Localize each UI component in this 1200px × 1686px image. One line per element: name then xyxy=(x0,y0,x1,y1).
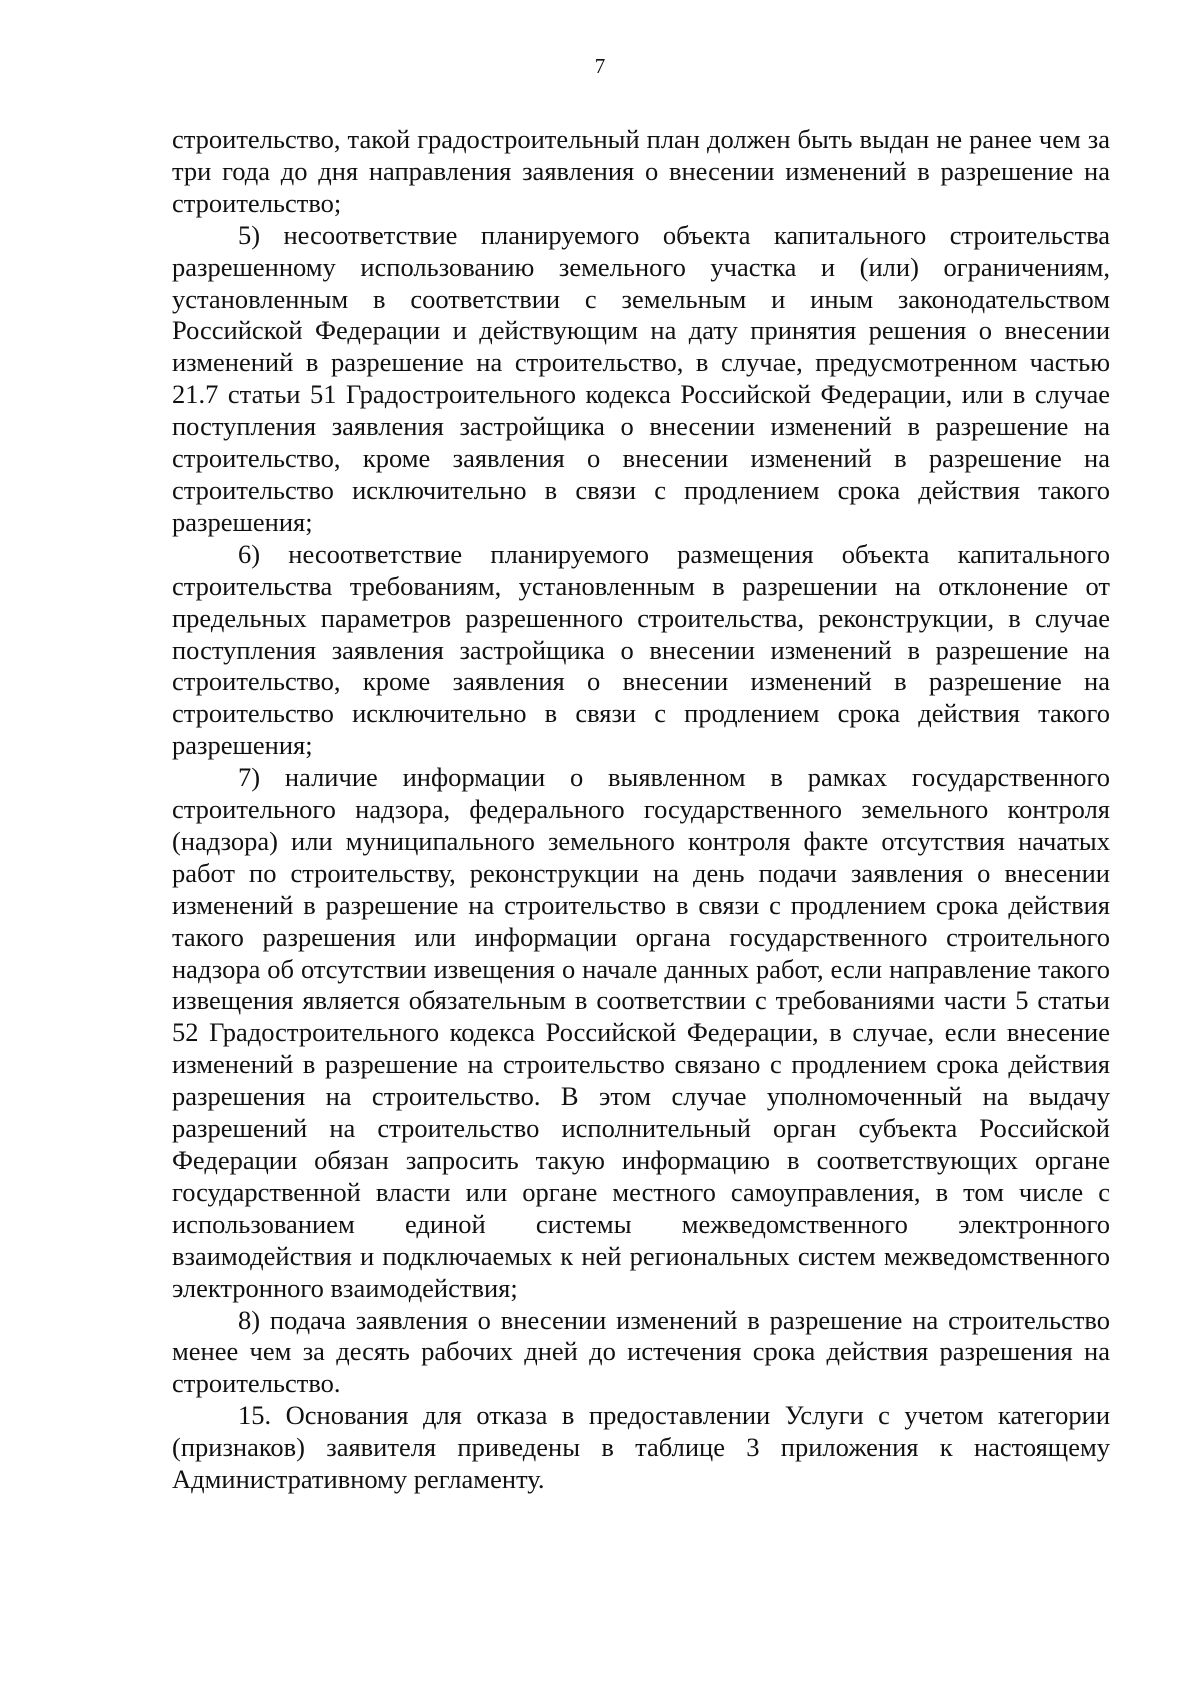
paragraph-item-6: 6) несоответствие планируемого размещения объекта капитального строительства требованиям, установленным в разрешении на отклонение от предельных параметров разрешенного строительства, реконструкции, в случае поступления заявления застройщика о внесении изменений в разрешение на строительство, кроме заявления о внесении изменений в разрешение на строительство исключительно в связи с продлением срока действия такого разрешения; xyxy=(172,538,1110,761)
paragraph-item-5: 5) несоответствие планируемого объекта капитального строительства разрешенному использованию земельного участка и (или) ограничениям, установленным в соответствии с земельным и иным законодательством Российской Федерации и действующим на дату принятия решения о внесении изменений в разрешение на строительство, в случае, предусмотренном частью 21.7 статьи 51 Градостроительного кодекса Российской Федерации, или в случае поступления заявления застройщика о внесении изменений в разрешение на строительство, кроме заявления о внесении изменений в разрешение на строительство исключительно в связи с продлением срока действия такого разрешения; xyxy=(172,219,1110,537)
paragraph-continuation: строительство, такой градостроительный план должен быть выдан не ранее чем за три года до дня направления заявления о внесении изменений в разрешение на строительство; xyxy=(172,124,1110,218)
paragraph-item-8: 8) подача заявления о внесении изменений в разрешение на строительство менее чем за десять рабочих дней до истечения срока действия разрешения на строительство. xyxy=(172,1304,1110,1399)
page-number: 7 xyxy=(594,54,606,78)
paragraph-section-15: 15. Основания для отказа в предоставлении Услуги с учетом категории (признаков) заявителя приведены в таблице 3 приложения к настоящему Административному регламенту. xyxy=(172,1400,1110,1495)
paragraph-item-7: 7) наличие информации о выявленном в рамках государственного строительного надзора, федерального государственного земельного контроля (надзора) или муниципального земельного контроля факте отсутствия начатых работ по строительству, реконструкции на день подачи заявления о внесении изменений в разрешение на строительство в связи с продлением срока действия такого разрешения или информации органа государственного строительного надзора об отсутствии извещения о начале данных работ, если направление такого извещения является обязательным в соответствии с требованиями части 5 статьи 52 Градостроительного кодекса Российской Федерации, в случае, если внесение изменений в разрешение на строительство связано с продлением срока действия разрешения на строительство. В этом случае уполномоченный на выдачу разрешений на строительство исполнительный орган субъекта Российской Федерации обязан запросить такую информацию в соответствующих органе государственной власти или органе местного самоуправления, в том числе с использованием единой системы межведомственного электронного взаимодействия и подключаемых к ней региональных систем межведомственного электронного взаимодействия; xyxy=(172,762,1110,1303)
document-body xyxy=(172,124,1110,1496)
